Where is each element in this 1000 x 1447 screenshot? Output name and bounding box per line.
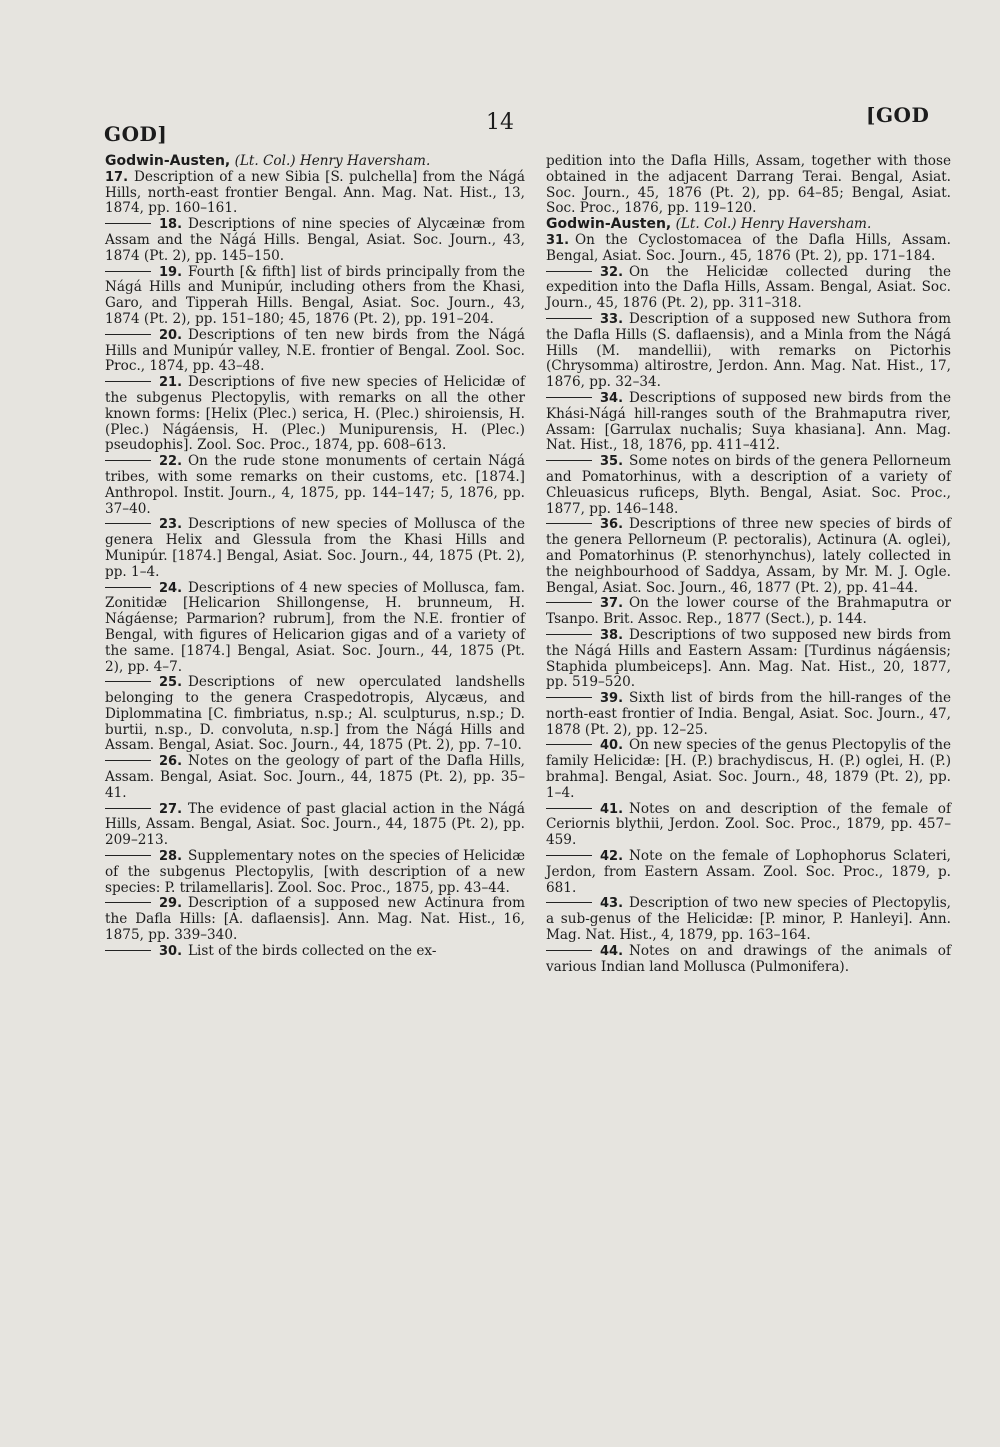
- ditto-dash: [105, 523, 151, 524]
- bibliography-entry: [546, 233, 951, 265]
- bibliography-entry: [105, 754, 525, 801]
- ditto-dash: [546, 744, 592, 745]
- entry-number: 31.: [546, 232, 570, 248]
- ditto-dash: [546, 634, 592, 635]
- bibliography-entry: [105, 581, 525, 676]
- bibliography-entry: [546, 849, 951, 896]
- entry-text: Descriptions of new species of Mollusca of the genera Helix and Glessula from the Khasi Hills and Munipúr. [1874.] Bengal, Asiat. Soc. Journ., 44, 1875 (Pt. 2), pp. 1–4.: [105, 516, 525, 580]
- bibliography-entry: [546, 691, 951, 738]
- left-column: [105, 154, 525, 960]
- ditto-dash: [546, 950, 592, 951]
- entry-number: 36.: [600, 517, 624, 533]
- entry-number: 26.: [159, 754, 183, 770]
- ditto-dash: [105, 381, 151, 382]
- entry-text: Fourth [& fifth] list of birds principally from the Nágá Hills and Munipúr, including others from the Khasi, Garo, and Tipperah Hills. Bengal, Asiat. Soc. Journ., 43, 1874 (Pt. 2), pp. 151–180; 45, 1876 (Pt. 2), pp. 191–204.: [105, 263, 525, 327]
- ditto-dash: [546, 602, 592, 603]
- entry-text: Descriptions of five new species of Helicidæ of the subgenus Plectopylis, with remarks on all the other known forms: [Helix (Plec.) serica, H. (Plec.) shiroiensis, H. (Plec.) Nágáensis, H. (Plec.) Munipurensis, H. (Plec.) pseudophis]. Zool. Soc. Proc., 1874, pp. 608–613.: [105, 374, 525, 454]
- entry-text: Notes on and description of the female of Ceriornis blythii, Jerdon. Zool. Soc. Proc., 1879, pp. 457–459.: [546, 800, 951, 849]
- ditto-dash: [546, 902, 592, 903]
- author-title: (Lt. Col.) Henry Haversham.: [234, 153, 431, 169]
- author-heading: [546, 217, 951, 233]
- entry-text: On the Cyclostomacea of the Dafla Hills, Assam. Bengal, Asiat. Soc. Journ., 45, 1876 (Pt. 2), pp. 171–184.: [546, 231, 951, 264]
- entry-number: 19.: [159, 264, 183, 280]
- ditto-dash: [546, 697, 592, 698]
- entry-text: The evidence of past glacial action in the Nágá Hills, Assam. Bengal, Asiat. Soc. Journ., 44, 1875 (Pt. 2), pp. 209–213.: [105, 800, 525, 849]
- entry-number: 42.: [600, 849, 624, 865]
- ditto-dash: [546, 808, 592, 809]
- entry-text: Descriptions of two supposed new birds from the Nágá Hills and Eastern Assam: [Turdinus nágáensis; Staphida plumbeiceps]. Ann. Mag. Nat. Hist., 20, 1877, pp. 519–520.: [546, 626, 951, 691]
- entry-number: 17.: [105, 169, 129, 185]
- entry-text: On the rude stone monuments of certain Nágá tribes, with some remarks on their customs, etc. [1874.] Anthropol. Instit. Journ., 4, 1875, pp. 144–147; 5, 1876, pp. 37–40.: [105, 453, 525, 517]
- author-name: Godwin-Austen,: [105, 153, 231, 169]
- ditto-dash: [546, 271, 592, 272]
- entry-text: Supplementary notes on the species of Helicidæ of the subgenus Plectopylis, [with description of a new species: P. trilamellaris]. Zool. Soc. Proc., 1875, pp. 43–44.: [105, 848, 525, 896]
- ditto-dash: [105, 223, 151, 224]
- ditto-dash: [105, 855, 151, 856]
- bibliography-entry: [105, 802, 525, 849]
- ditto-dash: [105, 587, 151, 588]
- ditto-dash: [105, 950, 151, 951]
- bibliography-entry: [546, 454, 951, 517]
- ditto-dash: [546, 523, 592, 524]
- ditto-dash: [105, 334, 151, 335]
- bibliography-entry: [546, 391, 951, 454]
- bibliography-entry: [105, 849, 525, 896]
- entry-text: Descriptions of ten new birds from the Nágá Hills and Munipúr valley, N.E. frontier of Bengal. Zool. Soc. Proc., 1874, pp. 43–48.: [105, 326, 525, 375]
- page-number: 14: [486, 110, 514, 135]
- entry-text: Descriptions of three new species of birds of the genera Pellorneum (P. pectoralis), Actinura (A. oglei), and Pomatorhinus (P. stenorhynchus), lately collected in the neighbourhood of Saddya, Assam, by Mr. M. J. Ogle. Bengal, Asiat. Soc. Journ., 46, 1877 (Pt. 2), pp. 41–44.: [546, 516, 951, 596]
- bibliography-entry: [105, 454, 525, 517]
- ditto-dash: [105, 460, 151, 461]
- entry-text: Description of two new species of Plectopylis, a sub-genus of the Helicidæ: [P. minor, P. Hanleyi]. Ann. Mag. Nat. Hist., 4, 1879, pp. 163–164.: [546, 895, 951, 944]
- author-heading: [105, 154, 525, 170]
- entry-number: 29.: [159, 896, 183, 912]
- entry-text: Descriptions of supposed new birds from the Khási-Nágá hill-ranges south of the Brahmaputra river, Assam: [Garrulax nuchalis; Suya khasiana]. Ann. Mag. Nat. Hist., 18, 1876, pp. 411–412.: [546, 389, 951, 454]
- bibliography-entry: [105, 375, 525, 454]
- bibliography-entry: [546, 596, 951, 628]
- entry-text: Notes on and drawings of the animals of various Indian land Mollusca (Pulmonifera).: [546, 942, 951, 975]
- entry-text: List of the birds collected on the ex-: [188, 942, 437, 959]
- author-name: Godwin-Austen,: [546, 216, 672, 233]
- entry-number: 18.: [159, 217, 183, 233]
- entry-number: 38.: [600, 627, 624, 643]
- entry-number: 44.: [600, 943, 624, 959]
- entry-number: 40.: [600, 738, 624, 754]
- entry-number: 33.: [600, 311, 624, 327]
- bibliography-entry: [105, 265, 525, 328]
- bibliography-entry: [105, 675, 525, 754]
- bibliography-entry: [105, 517, 525, 580]
- ditto-dash: [546, 318, 592, 319]
- entry-number: 24.: [159, 580, 183, 596]
- bibliography-entry: [105, 217, 525, 264]
- bibliography-entry: [546, 628, 951, 691]
- entry-number: 21.: [159, 375, 183, 391]
- entry-text: Descriptions of new operculated landshells belonging to the genera Craspedotropis, Alycæus, and Diplommatina [C. fimbriatus, n.sp.; Al. sculpturus, n.sp.; D. burtii, n.sp., D. convoluta, n.sp.] from the Nágá Hills and Assam. Bengal, Asiat. Soc. Journ., 44, 1875 (Pt. 2), pp. 7–10.: [105, 674, 525, 754]
- ditto-dash: [105, 271, 151, 272]
- entry-text: Descriptions of nine species of Alycæinæ from Assam and the Nágá Hills. Bengal, Asiat. Soc. Journ., 43, 1874 (Pt. 2), pp. 145–150.: [105, 216, 525, 264]
- bibliography-entry: [546, 802, 951, 849]
- ditto-dash: [105, 808, 151, 809]
- bibliography-entry: [546, 312, 951, 391]
- bibliography-entry: [546, 738, 951, 801]
- entry-number: 39.: [600, 691, 624, 707]
- bibliography-entry: [546, 896, 951, 943]
- ditto-dash: [105, 760, 151, 761]
- author-title: (Lt. Col.) Henry Haversham.: [675, 216, 872, 233]
- bibliography-entry: [105, 328, 525, 375]
- running-head-right: [GOD: [866, 103, 930, 127]
- entry-text: Note on the female of Lophophorus Sclateri, Jerdon, from Eastern Assam. Zool. Soc. Proc., 1879, p. 681.: [546, 848, 951, 896]
- entry-text: Descriptions of 4 new species of Mollusca, fam. Zonitidæ [Helicarion Shillongense, H. brunneum, H. Nágáense; Parmarion? rubrum], from the N.E. frontier of Bengal, with figures of Helicarion gigas and of a variety of the same. [1874.] Bengal, Asiat. Soc. Journ., 44, 1875 (Pt. 2), pp. 4–7.: [105, 579, 525, 675]
- entry-number: 27.: [159, 801, 183, 817]
- entry-text: Some notes on birds of the genera Pellorneum and Pomatorhinus, with a description of a variety of Chleuasicus ruficeps, Blyth. Bengal, Asiat. Soc. Proc., 1877, pp. 146–148.: [546, 453, 951, 517]
- entry-text: On new species of the genus Plectopylis of the family Helicidæ: [H. (P.) brachydiscus, H. (P.) oglei, H. (P.) brahma]. Bengal, Asiat. Soc. Journ., 48, 1879 (Pt. 2), pp. 1–4.: [546, 737, 951, 801]
- entry-text: Description of a new Sibia [S. pulchella] from the Nágá Hills, north-east frontier Bengal. Ann. Mag. Nat. Hist., 13, 1874, pp. 160–161.: [105, 168, 525, 217]
- bibliography-entry: [546, 265, 951, 312]
- right-column: [546, 154, 951, 975]
- bibliography-entry: [105, 944, 525, 960]
- entry-number: 25.: [159, 675, 183, 691]
- bibliography-entry: [546, 517, 951, 596]
- bibliography-entry: [546, 944, 951, 976]
- entry-number: 34.: [600, 390, 624, 406]
- entry-number: 32.: [600, 264, 624, 280]
- ditto-dash: [546, 855, 592, 856]
- entry-text: On the Helicidæ collected during the expedition into the Dafla Hills, Assam. Bengal, Asiat. Soc. Journ., 45, 1876 (Pt. 2), pp. 311–318.: [546, 263, 951, 312]
- entry-text: Notes on the geology of part of the Dafla Hills, Assam. Bengal, Asiat. Soc. Journ., 44, 1875 (Pt. 2), pp. 35–41.: [105, 753, 525, 801]
- entry-number: 28.: [159, 849, 183, 865]
- entry-text: Sixth list of birds from the hill-ranges of the north-east frontier of India. Bengal, Asiat. Soc. Journ., 47, 1878 (Pt. 2), pp. 12–25.: [546, 690, 951, 738]
- bibliography-entry: [105, 170, 525, 217]
- continued-entry-text: pedition into the Dafla Hills, Assam, together with those obtained in the adjacent Darrang Terai. Bengal, Asiat. Soc. Journ., 45, 1876 (Pt. 2), pp. 64–85; Bengal, Asiat. Soc. Proc., 1876, pp. 119–120.: [546, 153, 951, 217]
- entry-number: 35.: [600, 454, 624, 470]
- ditto-dash: [105, 681, 151, 682]
- entry-text: Description of a supposed new Actinura from the Dafla Hills: [A. daflaensis]. Ann. Mag. Nat. Hist., 16, 1875, pp. 339–340.: [105, 895, 525, 944]
- entry-number: 30.: [159, 943, 183, 959]
- running-head-left: GOD]: [104, 122, 168, 146]
- entry-text: On the lower course of the Brahmaputra or Tsanpo. Brit. Assoc. Rep., 1877 (Sect.), p. 144.: [546, 595, 951, 628]
- entry-text: Description of a supposed new Suthora from the Dafla Hills (S. daflaensis), and a Minla from the Nágá Hills (M. mandellii), with remarks on Pictorhis (Chrysomma) altirostre, Jerdon. Ann. Mag. Nat. Hist., 17, 1876, pp. 32–34.: [546, 310, 951, 391]
- entry-number: 20.: [159, 327, 183, 343]
- entry-number: 22.: [159, 454, 183, 470]
- entry-number: 43.: [600, 896, 624, 912]
- entry-number: 37.: [600, 596, 624, 612]
- entry-number: 41.: [600, 801, 624, 817]
- ditto-dash: [105, 902, 151, 903]
- ditto-dash: [546, 397, 592, 398]
- bibliography-entry: [105, 896, 525, 943]
- entry-number: 23.: [159, 517, 183, 533]
- ditto-dash: [546, 460, 592, 461]
